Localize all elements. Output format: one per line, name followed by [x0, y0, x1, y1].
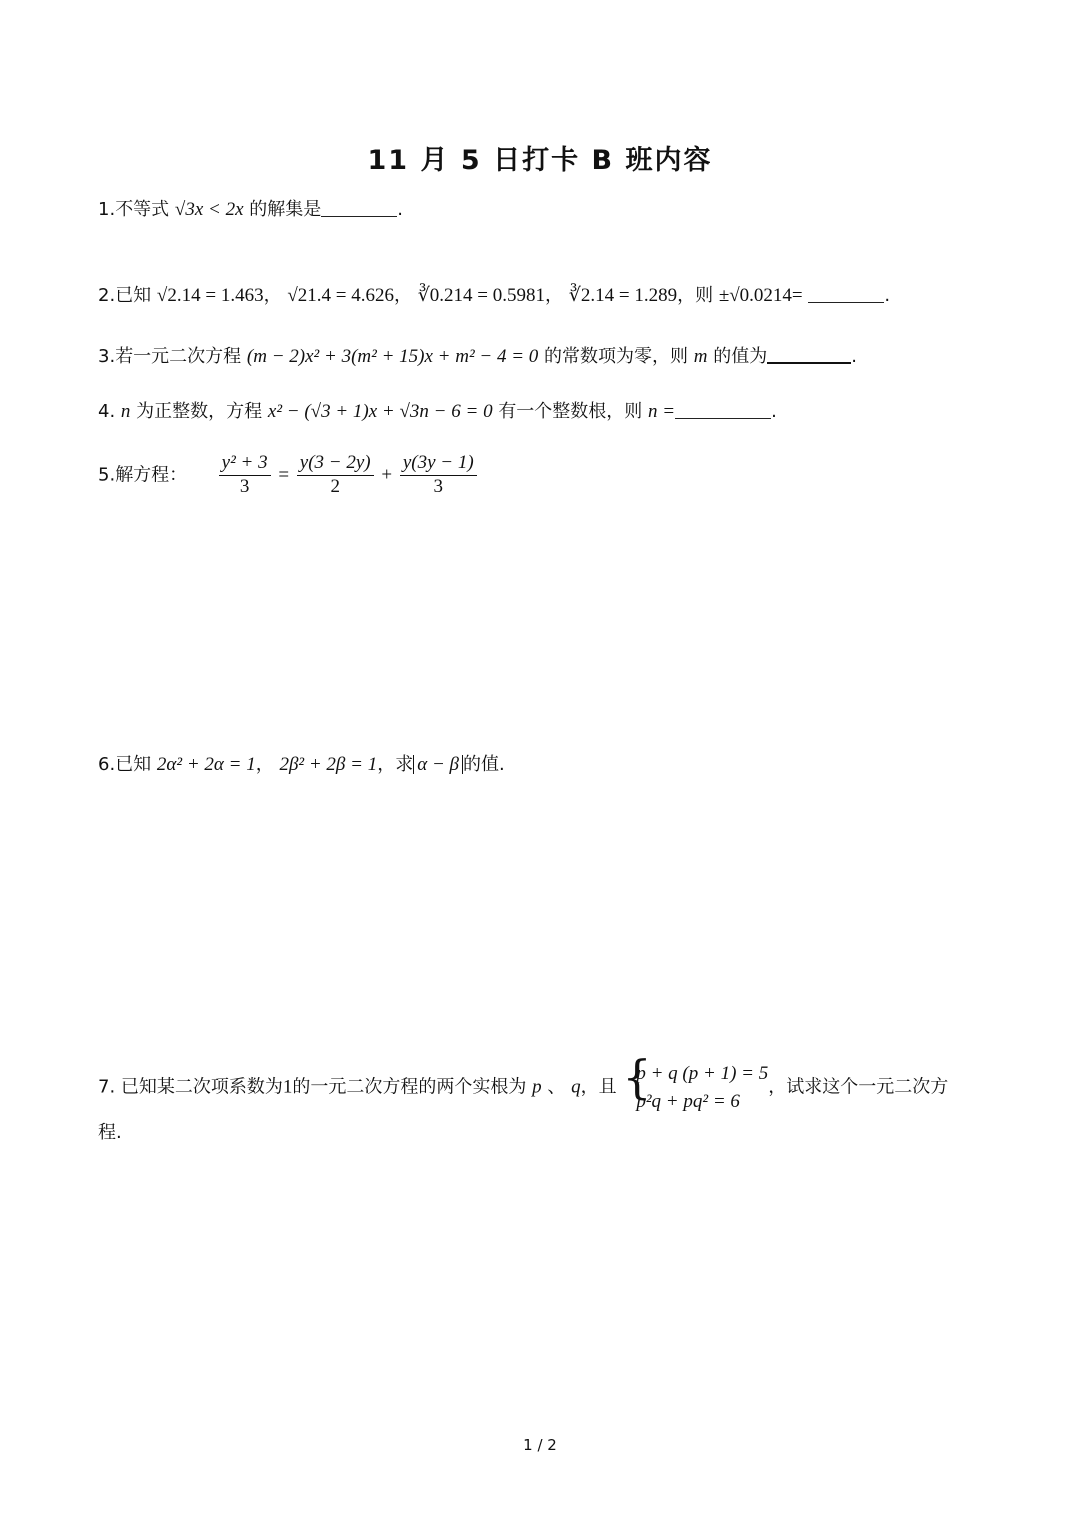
denominator: 3	[239, 475, 250, 497]
period: .	[771, 401, 777, 422]
question-number: 5.	[98, 464, 116, 486]
separator: ，	[255, 754, 274, 775]
question-text: 已知某二次项系数为	[120, 1076, 283, 1098]
root-p: p	[532, 1076, 542, 1098]
answer-blank[interactable]	[767, 344, 851, 364]
question-text: ，且	[580, 1076, 617, 1098]
math-equation: x² − (√3 + 1)x + √3n − 6 = 0	[267, 401, 493, 422]
question-text: ，则	[677, 285, 714, 306]
given-value-1: √2.14 = 1.463	[156, 285, 264, 306]
question-6	[98, 754, 505, 777]
page-title: 11 月 5 日打卡 B 班内容	[367, 145, 713, 176]
system-line-1: p + q (p + 1) = 5	[636, 1063, 769, 1084]
equation-beta: 2β² + 2β = 1	[279, 754, 378, 775]
brace-icon: {	[622, 1050, 652, 1104]
question-7	[98, 1050, 949, 1115]
question-text: 为正整数，方程	[136, 401, 263, 422]
page-number: 1 / 2	[523, 1436, 557, 1454]
period: .	[851, 346, 857, 367]
question-text: 的常数项为零，则	[544, 346, 689, 367]
fraction-lhs	[219, 452, 271, 499]
absolute-value: α − β	[413, 755, 463, 774]
plus-sign: +	[381, 464, 393, 486]
math-inequality: √3x < 2x	[174, 199, 244, 220]
question-number: 7.	[98, 1076, 116, 1098]
question-text: 已知	[115, 754, 152, 775]
given-value-3: ∛0.214 = 0.5981	[417, 285, 546, 306]
denominator: 3	[433, 475, 443, 497]
math-equation: (m − 2)x² + 3(m² + 15)x + m² − 4 = 0	[246, 346, 539, 367]
question-text: 解方程：	[115, 464, 188, 486]
numerator: y(3 − 2y)	[297, 452, 374, 476]
question-text: 不等式	[115, 199, 170, 220]
separator: ，	[545, 285, 564, 306]
answer-blank[interactable]	[808, 284, 884, 303]
given-value-4: ∛2.14 = 1.289	[568, 285, 678, 306]
fraction-rhs-1	[297, 452, 374, 499]
root-q: q	[571, 1076, 581, 1098]
numerator: y(3y − 1)	[400, 452, 477, 476]
equation-system	[622, 1050, 769, 1115]
numerator: y² + 3	[219, 452, 271, 476]
target-expression: n =	[648, 401, 676, 422]
question-5	[98, 452, 479, 499]
separator: ，	[263, 285, 282, 306]
period: .	[397, 199, 404, 220]
fraction-rhs-2	[400, 452, 477, 499]
period: .	[884, 285, 891, 306]
question-4	[98, 400, 777, 424]
question-text: 有一个整数根，则	[498, 401, 643, 422]
question-text: ，试求这个一元二次方	[768, 1076, 949, 1098]
question-text: 的解集是	[249, 199, 322, 220]
question-number: 6.	[98, 754, 116, 775]
equation-alpha: 2α² + 2α = 1	[156, 754, 256, 775]
denominator: 2	[330, 475, 340, 497]
question-number: 2.	[98, 285, 116, 306]
separator: ，	[393, 285, 412, 306]
question-text: 的值为	[713, 346, 768, 367]
question-text: 程.	[98, 1122, 122, 1143]
question-number: 3.	[98, 346, 116, 367]
separator: 、	[547, 1076, 566, 1098]
question-2	[98, 284, 890, 308]
question-text: 已知	[115, 285, 152, 306]
coefficient: 1	[282, 1076, 293, 1098]
question-7-continued	[98, 1122, 122, 1144]
question-text: ，求	[377, 754, 414, 775]
question-number: 1.	[98, 199, 116, 220]
question-text: 的一元二次方程的两个实根为	[292, 1076, 527, 1098]
question-number: 4.	[98, 401, 116, 422]
question-text: 的值.	[462, 754, 505, 775]
target-expression: ±√0.0214=	[718, 285, 803, 306]
variable: m	[693, 346, 708, 367]
question-3	[98, 344, 857, 369]
variable: n	[120, 401, 131, 422]
equals-sign: =	[278, 464, 290, 486]
answer-blank[interactable]	[675, 400, 771, 419]
question-text: 若一元二次方程	[115, 346, 242, 367]
given-value-2: √21.4 = 4.626	[287, 285, 394, 306]
question-1	[98, 198, 403, 222]
answer-blank[interactable]	[321, 198, 397, 217]
system-line-2: p²q + pq² = 6	[636, 1090, 740, 1112]
